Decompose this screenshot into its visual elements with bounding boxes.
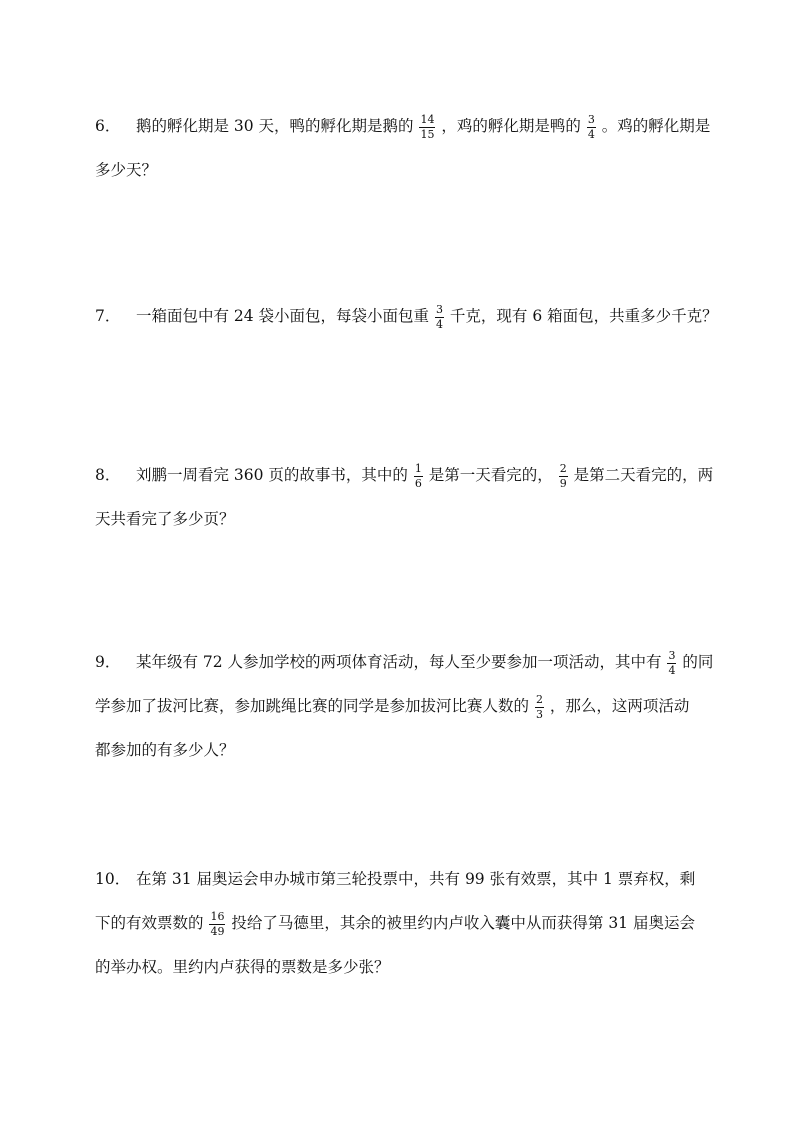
question-line (95, 901, 705, 945)
question-line (95, 945, 705, 989)
fraction (559, 463, 568, 490)
question-number: 9． (95, 653, 121, 671)
fraction-denominator: 49 (210, 924, 225, 938)
fraction (414, 463, 423, 490)
fraction (209, 911, 225, 938)
question-line (95, 294, 718, 338)
fraction (667, 650, 676, 677)
fraction-denominator: 4 (668, 663, 676, 677)
question-text: ，那么，这两项活动 (549, 697, 690, 715)
question-number: 6． (95, 117, 121, 135)
question-line (95, 148, 705, 192)
fraction-denominator: 4 (435, 317, 443, 331)
question-line (95, 640, 714, 684)
fraction-numerator: 2 (559, 461, 567, 475)
question-6 (95, 104, 711, 192)
question-text: 。鸡的孵化期是 (601, 117, 711, 135)
question-line (95, 497, 705, 541)
question-text: 千克，现有 6 箱面包，共重多少千克？ (449, 307, 718, 325)
fraction-numerator: 14 (420, 112, 435, 126)
question-text: 的举办权。里约内卢获得的票数是多少张？ (95, 958, 390, 976)
question-text: 在第 31 届奥运会申办城市第三轮投票中，共有 99 张有效票，其中 1 票弃权，剩 (135, 870, 696, 888)
question-text: 的同 (682, 653, 714, 671)
question-9 (95, 640, 714, 772)
fraction-denominator: 4 (587, 127, 595, 141)
fraction-numerator: 3 (668, 648, 676, 662)
question-text: 多少天？ (95, 161, 158, 179)
question-text: 一箱面包中有 24 袋小面包，每袋小面包重 (135, 307, 430, 325)
fraction-numerator: 16 (210, 909, 225, 923)
question-8 (95, 453, 714, 541)
question-text: 学参加了拔河比赛，参加跳绳比赛的同学是参加拔河比赛人数的 (95, 697, 530, 715)
question-text: 是第一天看完的， (428, 466, 553, 484)
question-number: 7． (95, 307, 121, 325)
question-text: 都参加的有多少人？ (95, 741, 235, 759)
question-text: 鹅的孵化期是 30 天，鸭的孵化期是鹅的 (135, 117, 414, 135)
question-text: 投给了马德里，其余的被里约内卢收入囊中从而获得第 31 届奥运会 (231, 914, 695, 932)
question-line (95, 453, 714, 497)
question-10 (95, 857, 705, 989)
question-number: 8． (95, 466, 121, 484)
fraction (535, 694, 544, 721)
question-number: 10． (95, 870, 131, 888)
fraction (435, 304, 444, 331)
question-text: 天共看完了多少页？ (95, 510, 235, 528)
question-text: 某年级有 72 人参加学校的两项体育活动，每人至少要参加一项活动，其中有 (135, 653, 662, 671)
question-line (95, 857, 705, 901)
fraction-numerator: 1 (414, 461, 422, 475)
question-line (95, 104, 711, 148)
question-7 (95, 294, 718, 338)
fraction-numerator: 3 (587, 112, 595, 126)
fraction-numerator: 3 (435, 302, 443, 316)
question-text: 是第二天看完的，两 (573, 466, 714, 484)
question-line (95, 728, 705, 772)
fraction-numerator: 2 (535, 692, 543, 706)
fraction-denominator: 15 (420, 127, 435, 141)
fraction-denominator: 9 (559, 476, 567, 490)
question-text: ，鸡的孵化期是鸭的 (441, 117, 581, 135)
fraction-denominator: 3 (535, 707, 543, 721)
question-text: 下的有效票数的 (95, 914, 204, 932)
fraction (587, 114, 596, 141)
fraction (419, 114, 435, 141)
question-text: 刘鹏一周看完 360 页的故事书，其中的 (135, 466, 408, 484)
question-line (95, 684, 705, 728)
fraction-denominator: 6 (414, 476, 422, 490)
